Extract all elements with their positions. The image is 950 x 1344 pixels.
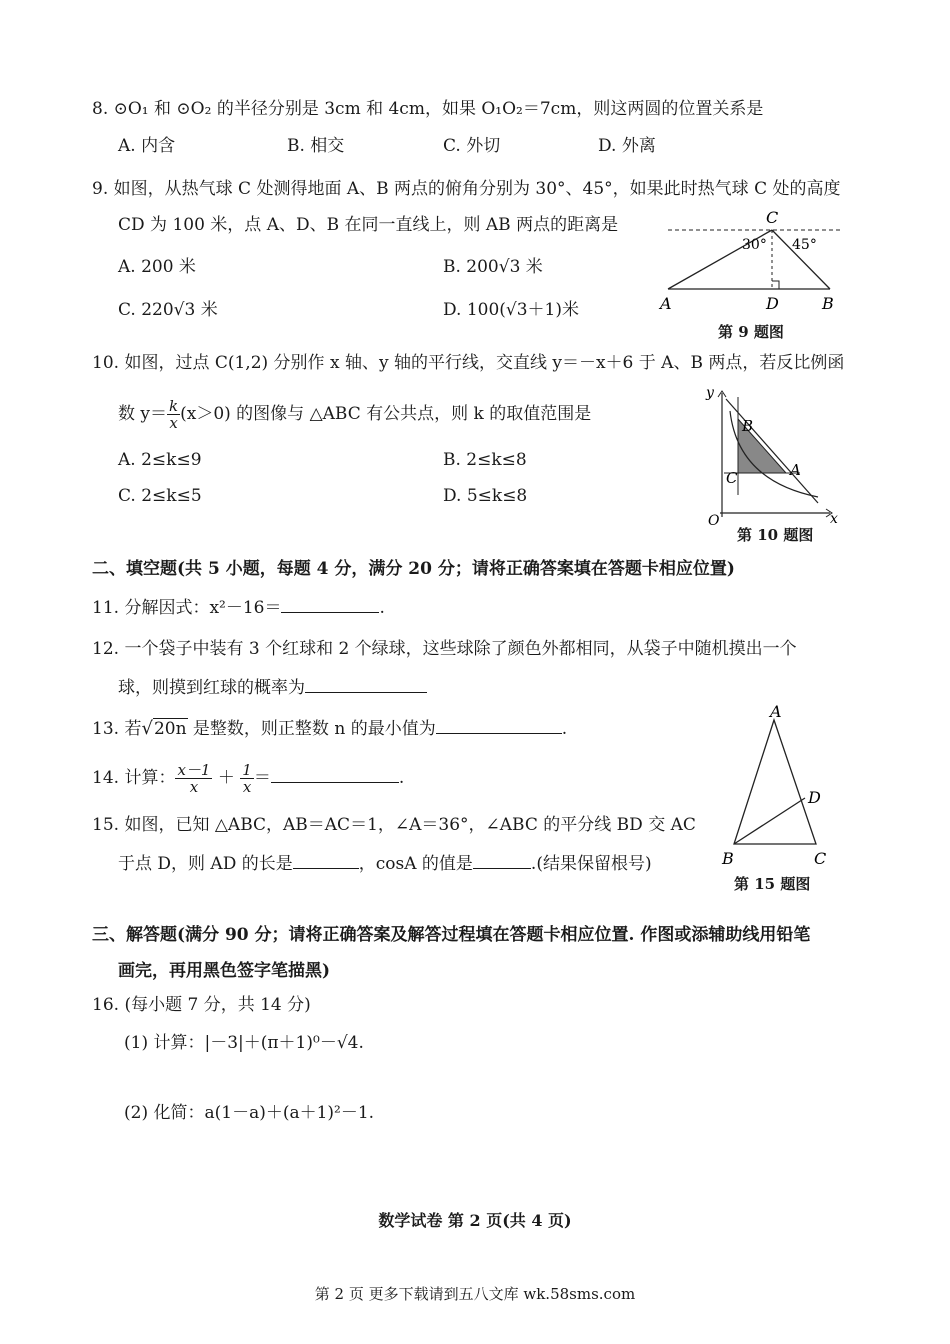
q8-option-a: A. 内含 xyxy=(118,136,176,156)
q10-option-b: B. 2≤k≤8 xyxy=(443,450,527,470)
q10-fraction xyxy=(167,398,180,431)
q14-frac2-den: x xyxy=(242,778,252,796)
q14-answer-blank xyxy=(271,764,399,783)
q15-triangle xyxy=(734,720,816,844)
q15-label-d: D xyxy=(808,788,821,807)
q8-stem: 8. ⊙O₁ 和 ⊙O₂ 的半径分别是 3cm 和 4cm，如果 O₁O₂＝7cm，则这两圆的位置关系是 xyxy=(92,99,764,119)
section3-title-line1: 三、解答题(满分 90 分；请将正确答案及解答过程填在答题卡相应位置. 作图或添辅助线用铅笔 xyxy=(92,925,811,945)
q9-label-d: D xyxy=(766,294,779,313)
q13 xyxy=(92,715,567,742)
q15-blank-ad xyxy=(293,850,359,869)
q10-stem-prefix: 数 y＝ xyxy=(118,404,168,424)
q8-option-c: C. 外切 xyxy=(443,136,501,156)
q11-end: . xyxy=(379,598,385,618)
q9-label-b: B xyxy=(822,294,834,313)
section2-title: 二、填空题(共 5 小题，每题 4 分，满分 20 分；请将正确答案填在答题卡相应位置) xyxy=(92,559,735,579)
q10-option-c: C. 2≤k≤5 xyxy=(118,486,202,506)
q14-frac1 xyxy=(175,762,212,795)
q13-root-sign: √ xyxy=(141,718,153,739)
q14-frac1-num: x－1 xyxy=(177,761,211,779)
q15-line2 xyxy=(118,850,652,877)
q9-label-a: A xyxy=(660,294,672,313)
q14-frac2-num: 1 xyxy=(242,761,252,779)
q8-option-b: B. 相交 xyxy=(287,136,345,156)
q13-prefix: 13. 若 xyxy=(92,719,142,739)
q15-figure-caption: 第 15 题图 xyxy=(734,875,811,893)
q10-frac-num: k xyxy=(169,397,179,415)
q9-right-angle-mark xyxy=(772,281,779,289)
q9-figure-caption: 第 9 题图 xyxy=(718,323,784,341)
q14-frac1-den: x xyxy=(189,778,199,796)
q10-option-a: A. 2≤k≤9 xyxy=(118,450,202,470)
q16-part2: (2) 化简：a(1－a)＋(a＋1)²－1. xyxy=(124,1103,375,1123)
q12-line2-text: 球，则摸到红球的概率为 xyxy=(118,678,305,698)
q10-label-y: y xyxy=(706,385,714,401)
q9-figure xyxy=(650,205,850,315)
q10-stem-line1: 10. 如图，过点 C(1,2) 分别作 x 轴、y 轴的平行线，交直线 y＝－x＋6 于 A、B 两点，若反比例函 xyxy=(92,353,845,373)
q14-frac2 xyxy=(240,762,254,795)
q10-figure-caption: 第 10 题图 xyxy=(737,526,814,544)
q15-label-c: C xyxy=(814,849,827,868)
q10-stem-line2 xyxy=(118,398,591,431)
q13-suffix: 是整数，则正整数 n 的最小值为 xyxy=(187,719,436,739)
q15-line2-c: .(结果保留根号) xyxy=(530,854,652,874)
q13-end: . xyxy=(561,719,568,739)
q9-label-45: 45° xyxy=(792,237,817,253)
q15-line2-a: 于点 D，则 AD 的长是 xyxy=(118,854,293,874)
q11-text: 11. 分解因式：x²－16＝ xyxy=(92,598,282,618)
q10-label-a: A xyxy=(790,461,801,479)
q10-option-d: D. 5≤k≤8 xyxy=(443,486,528,506)
q11-answer-blank xyxy=(281,594,379,613)
q13-radicand: 20n xyxy=(153,719,187,739)
q10-label-b: B xyxy=(742,417,754,435)
q16-header: 16. (每小题 7 分，共 14 分) xyxy=(92,995,311,1015)
q10-figure xyxy=(700,385,840,529)
q14-prefix: 14. 计算： xyxy=(92,768,176,788)
q13-answer-blank xyxy=(436,715,562,734)
q9-option-c: C. 220√3 米 xyxy=(118,300,218,320)
q10-label-o: O xyxy=(708,513,720,529)
q9-stem-line2: CD 为 100 米，点 A、D、B 在同一直线上，则 AB 两点的距离是 xyxy=(118,215,619,235)
q15-label-a: A xyxy=(770,702,782,721)
q16-part1: (1) 计算：|－3|＋(π＋1)⁰－√4. xyxy=(124,1033,364,1053)
q12-line1: 12. 一个袋子中装有 3 个红球和 2 个绿球，这些球除了颜色外都相同，从袋子中随机摸出一个 xyxy=(92,639,797,659)
q14-eq: ＝ xyxy=(253,768,271,788)
q14-end: . xyxy=(398,768,405,788)
q10-label-c: C xyxy=(726,469,738,487)
q12-answer-blank xyxy=(305,674,427,693)
q14 xyxy=(92,762,404,795)
q15-line2-b: ，cosA 的值是 xyxy=(358,854,473,874)
q10-label-x: x xyxy=(830,511,838,527)
q8-option-d: D. 外离 xyxy=(598,136,656,156)
q9-label-c: C xyxy=(766,208,779,227)
exam-footer: 数学试卷 第 2 页(共 4 页) xyxy=(378,1211,572,1230)
q15-label-b: B xyxy=(722,849,734,868)
q9-option-d: D. 100(√3＋1)米 xyxy=(443,300,580,320)
q9-label-30: 30° xyxy=(742,237,767,253)
q9-stem-line1: 9. 如图，从热气球 C 处测得地面 A、B 两点的俯角分别为 30°、45°，如果此时热气球 C 处的高度 xyxy=(92,179,841,199)
q11 xyxy=(92,594,385,621)
q15-line1: 15. 如图，已知 △ABC，AB＝AC＝1，∠A＝36°，∠ABC 的平分线 BD 交 AC xyxy=(92,815,696,835)
q10-frac-den: x xyxy=(169,414,178,432)
q12-line2 xyxy=(118,674,427,701)
q9-option-b: B. 200√3 米 xyxy=(443,257,543,277)
q14-plus: ＋ xyxy=(212,768,241,788)
q15-figure xyxy=(716,702,836,872)
download-note: 第 2 页 更多下载请到五八文库 wk.58sms.com xyxy=(314,1285,636,1303)
q10-stem-suffix: (x＞0) 的图像与 △ABC 有公共点，则 k 的取值范围是 xyxy=(180,404,592,424)
section3-title-line2: 画完，再用黑色签字笔描黑) xyxy=(118,961,331,981)
q15-bisector-bd xyxy=(734,798,805,844)
q9-option-a: A. 200 米 xyxy=(118,257,196,277)
q15-blank-cosa xyxy=(473,850,531,869)
